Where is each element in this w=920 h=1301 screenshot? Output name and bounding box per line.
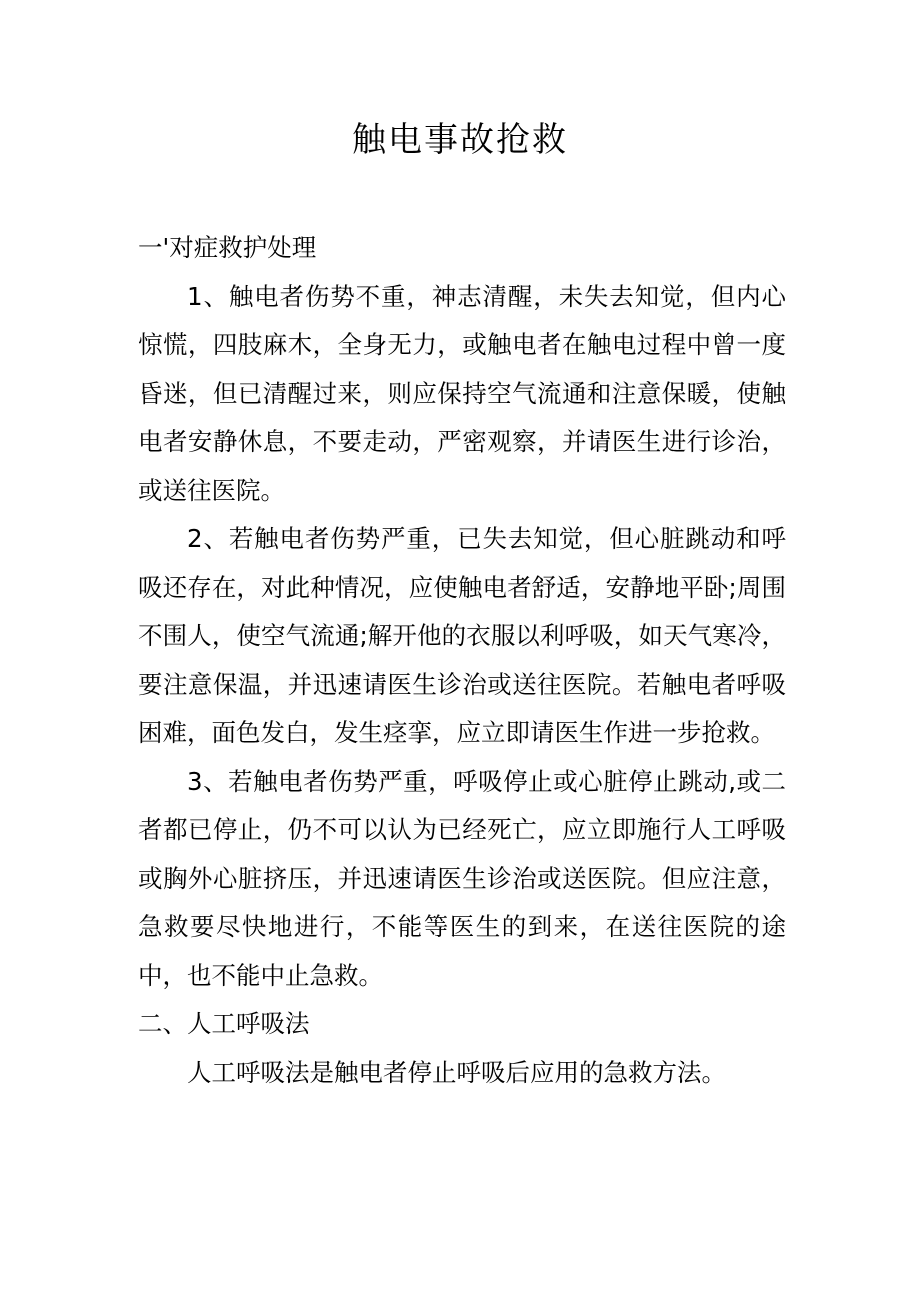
- paragraph-severe-unconscious: 2、若触电者伤势严重，已失去知觉，但心脏跳动和呼吸还存在，对此种情况，应使触电者舒适，安静地平卧;周围不围人，使空气流通;解开他的衣服以利呼吸，如天气寒冷，要注意保温，并迅速请医生诊治或送往医院。若触电者呼吸困难，面色发白，发生痉挛，应立即请医生作进一步抢救。: [138, 524, 786, 747]
- document-body: [138, 224, 786, 1097]
- paragraph-mild-injury: 1、触电者伤势不重，神志清醒，未失去知觉，但内心惊慌，四肢麻木，全身无力，或触电者在触电过程中曾一度昏迷，但已清醒过来，则应保持空气流通和注意保暖，使触电者安静休息，不要走动，严密观察，并请医生进行诊治，或送往医院。: [138, 281, 786, 505]
- paragraph-breathing-stopped: 3、若触电者伤势严重，呼吸停止或心脏停止跳动,或二者都已停止，仍不可以认为已经死亡，应立即施行人工呼吸或胸外心脏挤压，并迅速请医生诊治或送医院。但应注意，急救要尽快地进行，不能等医生的到来，在送往医院的途中，也不能中止急救。: [138, 766, 786, 990]
- paragraph-artificial-respiration-intro: 人工呼吸法是触电者停止呼吸后应用的急救方法。: [187, 1057, 726, 1087]
- section-heading-symptomatic-care: 一'对症救护处理: [138, 233, 317, 262]
- page-title: 触电事故抢救: [352, 120, 568, 160]
- section-heading-artificial-respiration: 二、人工呼吸法: [138, 1009, 310, 1038]
